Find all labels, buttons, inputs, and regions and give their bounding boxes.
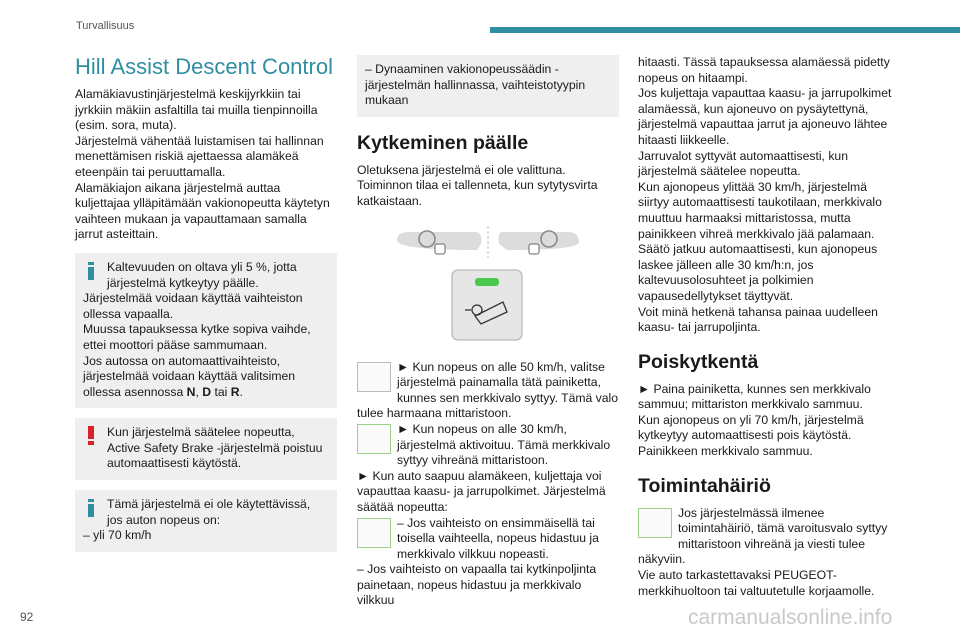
paragraph-with-lamp (357, 422, 619, 469)
info-box (75, 490, 337, 552)
section-heading-activation: Kytkeminen päälle (357, 131, 529, 154)
fault-indicator-icon (638, 508, 672, 538)
body-text: Kun ajonopeus on yli 70 km/h, järjestelmä kytkeytyy automaattisesti pois käytöstä. (638, 412, 864, 443)
body-text: Vie auto tarkastettavaksi PEUGEOT-merkkihuoltoon tai valtuutetulle korjaamolle. (638, 568, 875, 598)
info-box (75, 253, 337, 408)
column-2 (357, 55, 619, 609)
body-text: Jarruvalot syttyvät automaattisesti, kun järjestelmä säätelee nopeutta. (638, 148, 848, 179)
section-heading-deactivation: Poiskytkentä (638, 350, 759, 373)
grey-indicator-icon (357, 362, 391, 392)
green-indicator-icon (357, 424, 391, 454)
paragraph-with-lamp (638, 506, 900, 568)
info-icon (83, 499, 99, 517)
page-number: 92 (20, 610, 34, 624)
intro-paragraph: Alamäkiajon aikana järjestelmä auttaa kuljettajaa ylläpitämään vakionopeutta käytetyn vaihteen mukaan ja vapauttamaan samalla jarrut asteittain. (75, 180, 330, 242)
body-text: Jos kuljettaja vapauttaa kaasu- ja jarrupolkimet alamäessä, kun ajoneuvo on pysäytettynä, järjestelmä vapauttaa jarrut ja ajoneuvo lähtee hitaasti liikkeelle. (638, 86, 892, 147)
step-text: ► Kun auto saapuu alamäkeen, kuljettaja voi vapauttaa kaasu- ja jarrupolkimet. Järjestelmä säätää nopeutta: (357, 468, 606, 514)
illustration (357, 220, 619, 350)
activation-intro: Oletuksena järjestelmä ei ole valittuna. Toiminnon tilaa ei tallenneta, kun sytytysvirta katkaistaan. (357, 162, 598, 208)
page-title: Hill Assist Descent Control (75, 54, 333, 79)
step-text: ► Kun nopeus on alle 50 km/h, valitse järjestelmä painamalla tätä painiketta, kunnes sen merkkivalo syttyy. Tämä valo tulee harmaana mittaristoon. (357, 359, 619, 421)
info-text: Tämä järjestelmä ei ole käytettävissä, jos auton nopeus on: (107, 497, 311, 527)
body-text: Voit minä hetkenä tahansa painaa uudelleen kaasu- tai jarrupoljinta. (638, 304, 878, 335)
intro-paragraph: Alamäkiavustinjärjestelmä keskijyrkkiin tai jyrkkiin mäkiin asfaltilla tai muilla tienpinnoilla (esim. sora, muta). (75, 87, 318, 133)
paragraph-with-lamp (357, 360, 619, 422)
info-text: Jos autossa on automaattivaihteisto, järjestelmää voidaan käyttää valitsimen ollessa asennossa N, D tai R. (83, 353, 296, 399)
flashing-indicator-icon (357, 518, 391, 548)
watermark: carmanualsonline.info (688, 606, 893, 629)
section-heading-malfunction: Toimintahäiriö (638, 474, 771, 497)
warning-icon (83, 426, 99, 446)
info-text: – yli 70 km/h (83, 528, 152, 543)
header-accent-bar (490, 27, 960, 33)
body-text: Jos järjestelmässä ilmenee toimintahäiriö, tämä varoitusvalo syttyy mittaristoon vihreänä ja viesti tulee näkyviin. (638, 505, 888, 567)
info-text: Kaltevuuden on oltava yli 5 %, jotta järjestelmä kytkeytyy päälle. (107, 259, 297, 290)
body-text: Säätö jatkuu automaattisesti, kun ajonopeus laskee jälleen alle 30 km/h:n, jos kaltevuusolosuhteet ja polkimien vapausedellytykset täyttyvät. (638, 242, 878, 303)
body-text: Kun ajonopeus ylittää 30 km/h, järjestelmä siirtyy automaattisesti taukotilaan, merkkivalo muuttuu harmaaksi mittaristossa, mutta painikkeen vihreä merkkivalo jää palamaan. (638, 179, 882, 241)
info-text: Järjestelmää voidaan käyttää vaihteiston ollessa vapaalla. (83, 291, 303, 321)
paragraph-with-lamp (357, 516, 619, 563)
column-1 (75, 55, 337, 562)
body-text: ► Paina painiketta, kunnes sen merkkivalo sammuu; mittariston merkkivalo sammuu. (638, 381, 871, 412)
column-3 (638, 55, 900, 599)
step-text: ► Kun nopeus on alle 30 km/h, järjestelmä aktivoituu. Tämä merkkivalo syttyy vihreänä mittaristoon. (397, 421, 611, 468)
warning-box (75, 418, 337, 480)
section-header: Turvallisuus (76, 20, 135, 32)
steering-wheel-button-illustration (357, 220, 619, 350)
continued-box (357, 55, 619, 117)
warning-text: Kun järjestelmä säätelee nopeutta, Active Safety Brake -järjestelmä poistuu automaattisesti käytöstä. (107, 425, 323, 471)
body-text: Painikkeen merkkivalo sammuu. (638, 444, 813, 459)
info-text: Muussa tapauksessa kytke sopiva vaihde, ettei moottori pääse sammumaan. (83, 322, 311, 352)
step-text: – Jos vaihteisto on ensimmäisellä tai toisella vaihteella, nopeus hidastuu ja merkkivalo vilkkuu nopeasti. (397, 515, 599, 561)
info-icon (83, 262, 99, 280)
step-text: – Jos vaihteisto on vapaalla tai kytkinpoljinta painetaan, nopeus hidastuu ja merkkivalo vilkkuu (357, 562, 597, 608)
intro-paragraph: Järjestelmä vähentää luistamisen tai hallinnan menettämisen riskiä ajettaessa alamäkeä eteenpäin tai peruuttamalla. (75, 133, 324, 179)
body-text: hitaasti. Tässä tapauksessa alamäessä pidetty nopeus on hitaampi. (638, 55, 890, 85)
continued-text: – Dynaaminen vakionopeussäädin -järjestelmän hallinnassa, vaihteistotyypin mukaan (365, 62, 586, 108)
